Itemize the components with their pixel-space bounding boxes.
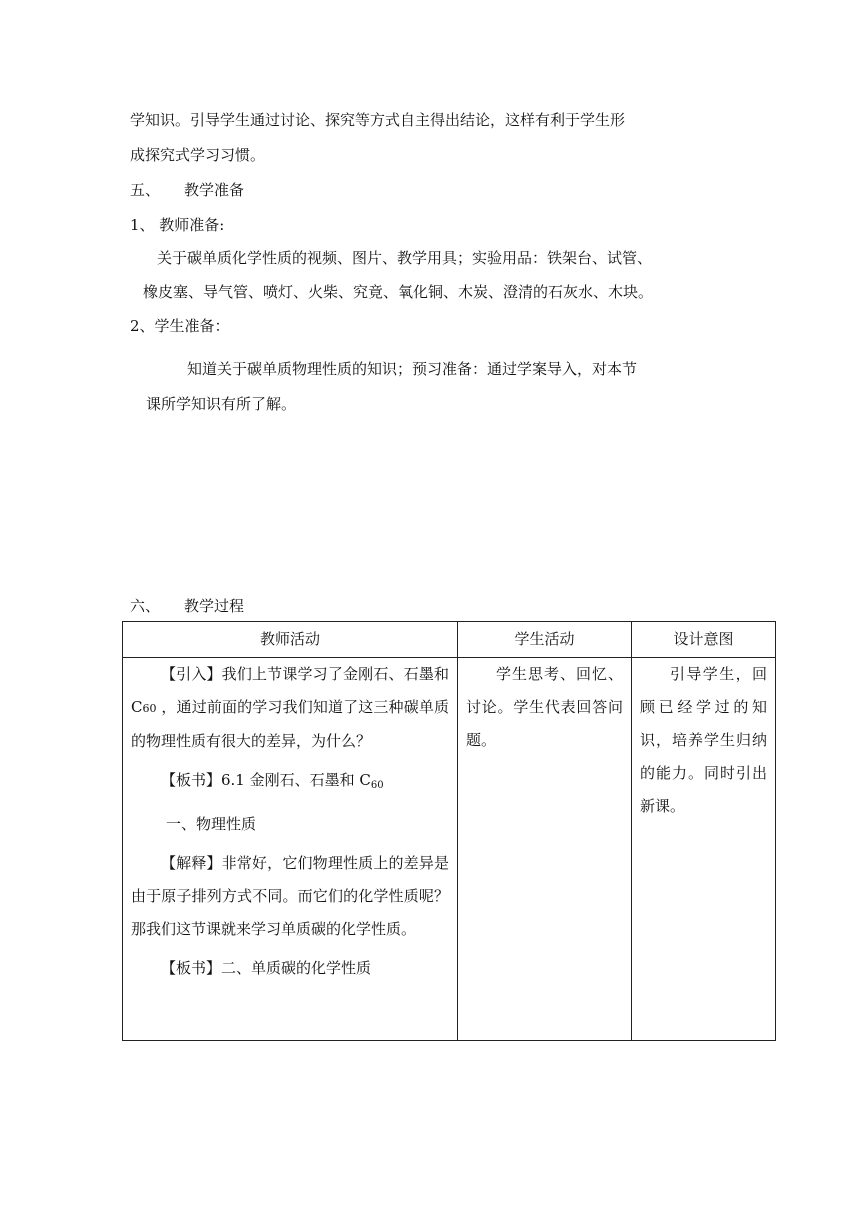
intro-text-b: ，通过前面的学习我们知道了这三种碳单质的物理性质有很大的差异，为什么？: [131, 698, 449, 750]
explanation-paragraph: 【解释】非常好，它们物理性质上的差异是由于原子排列方式不同。而它们的化学性质呢？那我们这节课就来学习单质碳的化学性质。: [131, 854, 449, 938]
table-row: [123, 658, 776, 1041]
section-five-heading: [130, 180, 244, 200]
student-activity-text: 学生思考、回忆、讨论。学生代表回答问题。: [466, 665, 623, 749]
teaching-process-table: [122, 621, 776, 1041]
header-student-activity: 学生活动: [458, 622, 632, 658]
section-six-title: 教学过程: [184, 597, 245, 615]
intro-paragraph: [123, 658, 457, 758]
intro-line-2: 成探究式学习习惯。: [130, 146, 266, 164]
section-six-number: 六、: [130, 597, 161, 615]
section-five-title: 教学准备: [184, 181, 245, 199]
design-intent-text: 引导学生，回顾已经学过的知识，培养学生归纳的能力。同时引出新课。: [640, 665, 767, 815]
teacher-prep-line-1: 关于碳单质化学性质的视频、图片、教学用具；实验用品：铁架台、试管、: [157, 249, 653, 267]
student-prep-line-2: 课所学知识有所了解。: [146, 395, 297, 413]
student-prep-line-1: 知道关于碳单质物理性质的知识；预习准备：通过学案导入，对本节: [187, 360, 638, 378]
physical-properties-line: 一、物理性质: [166, 815, 257, 833]
teacher-prep-line-2: 橡皮塞、导气管、喷灯、火柴、究竟、氧化铜、木炭、澄清的石灰水、木块。: [143, 283, 654, 301]
c60-subscript: 60: [142, 702, 157, 715]
student-prep-label: 2、学生准备：: [130, 317, 230, 335]
table-header-row: [123, 622, 776, 658]
board-note-1-subscript: 60: [370, 780, 384, 791]
design-intent-cell: [632, 658, 776, 1041]
board-note-1-text: 【板书】6.1 金刚石、石墨和 C: [161, 771, 371, 789]
section-six-heading: [130, 596, 244, 616]
header-design-intent: 设计意图: [632, 622, 776, 658]
intro-text-a: 【引入】我们上节课学习了金刚石、石墨和: [161, 665, 449, 683]
teacher-prep-label: 1、 教师准备:: [130, 216, 225, 234]
section-five-number: 五、: [130, 181, 161, 199]
c60-symbol: C: [131, 698, 143, 716]
header-teacher-activity: 教师活动: [123, 622, 458, 658]
board-note-2: 【板书】二、单质碳的化学性质: [161, 959, 372, 977]
teacher-activity-cell: [123, 658, 458, 1041]
intro-line-1: 学知识。引导学生通过讨论、探究等方式自主得出结论，这样有利于学生形: [130, 111, 626, 129]
board-note-1: [123, 764, 457, 802]
student-activity-cell: [458, 658, 632, 1041]
